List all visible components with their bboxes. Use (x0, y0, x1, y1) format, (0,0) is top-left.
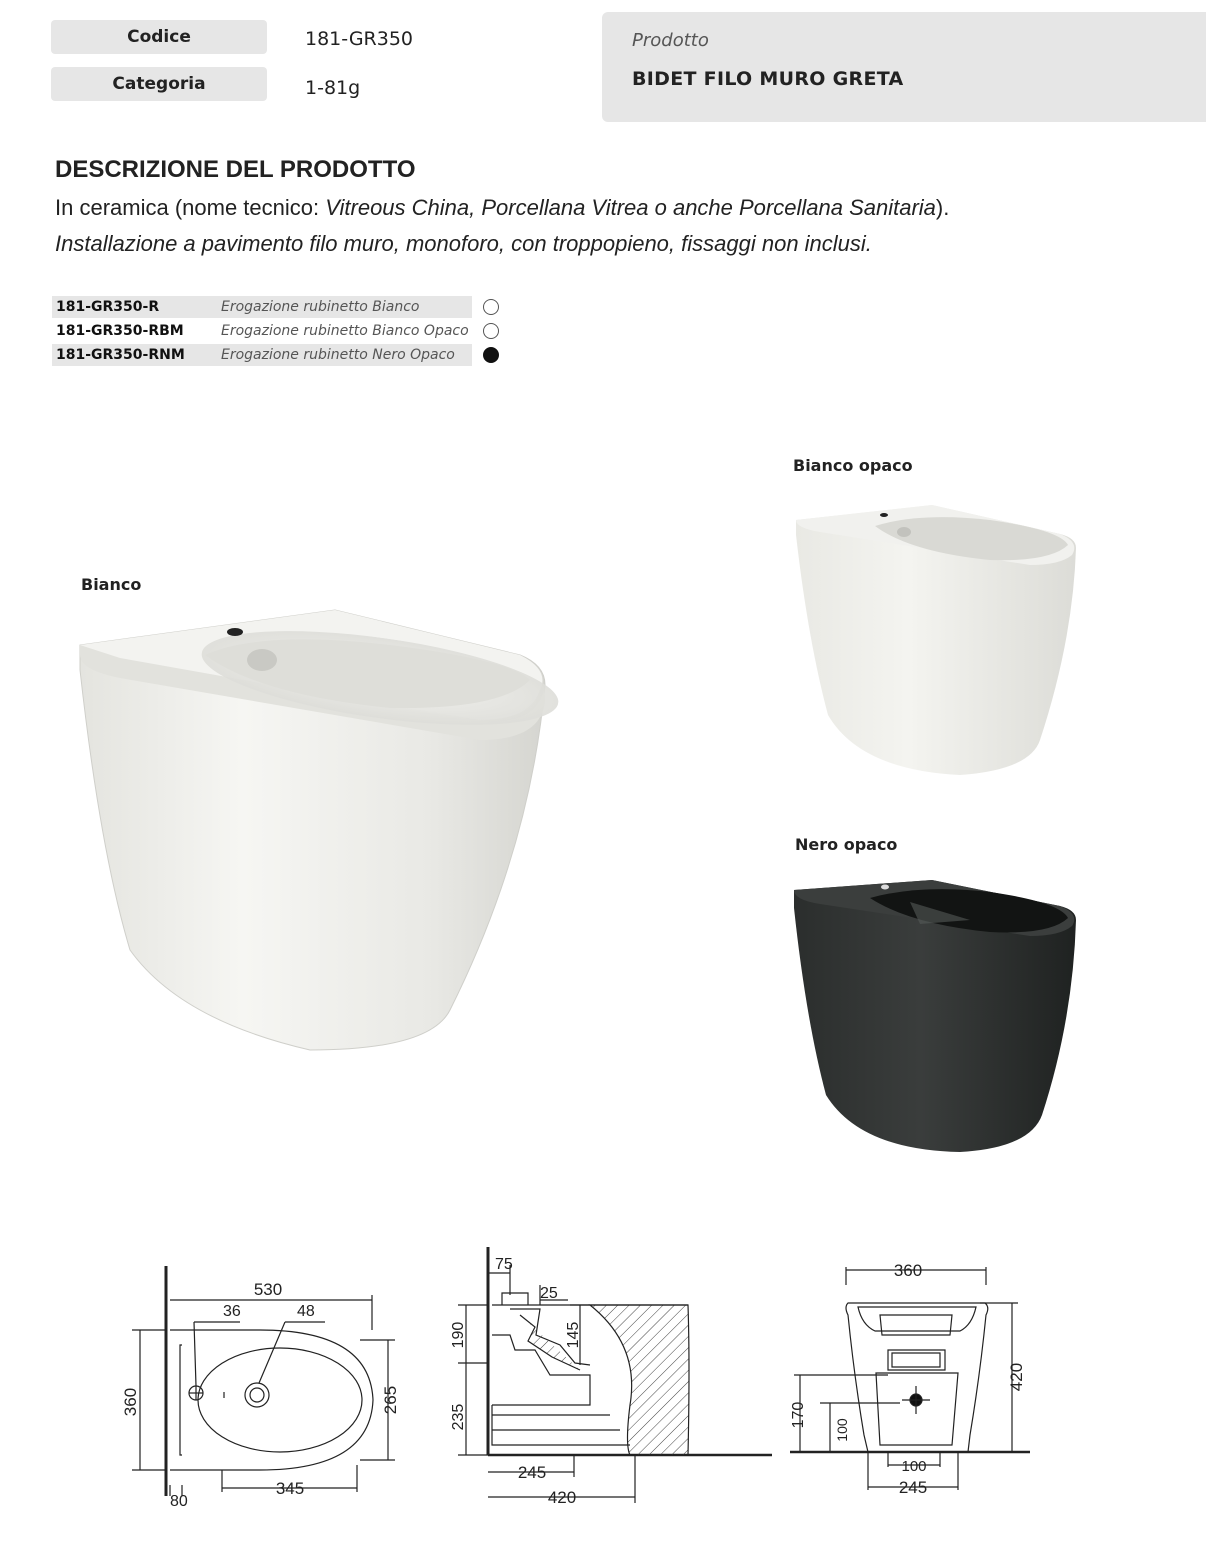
dim-420: 420 (1007, 1362, 1026, 1392)
variant-code: 181-GR350-RNM (56, 347, 185, 363)
dim-145: 145 (565, 1321, 582, 1349)
description-line-2: Installazione a pavimento filo muro, monoforo, con troppopieno, fissaggi non inclusi. (55, 231, 872, 256)
codice-label: Codice (51, 20, 267, 54)
label-nero-opaco: Nero opaco (795, 835, 898, 854)
product-name: BIDET FILO MURO GRETA (632, 68, 904, 90)
dim-100-vertical: 100 (834, 1418, 850, 1442)
drawing-top-view (120, 1260, 420, 1510)
variant-row (52, 320, 472, 342)
product-label: Prodotto (632, 30, 709, 51)
color-swatch-black-matte (483, 347, 499, 363)
dim-345: 345 (275, 1479, 305, 1498)
dim-265: 265 (381, 1385, 400, 1415)
dim-170: 170 (790, 1401, 807, 1429)
variant-description: Erogazione rubinetto Bianco (221, 299, 420, 315)
drawing-side-view (440, 1245, 780, 1515)
categoria-value: 1-81g (305, 77, 361, 99)
dim-100-horizontal: 100 (901, 1458, 927, 1475)
dim-25: 25 (540, 1285, 558, 1302)
variant-row (52, 296, 472, 318)
dim-190: 190 (450, 1321, 467, 1349)
dim-36: 36 (223, 1303, 241, 1320)
drawing-front-view (780, 1255, 1040, 1510)
dim-245: 245 (517, 1463, 547, 1482)
dim-80: 80 (170, 1493, 188, 1510)
dim-48: 48 (297, 1303, 315, 1320)
variant-row (52, 344, 472, 366)
label-bianco-opaco: Bianco opaco (793, 456, 913, 475)
bidet-black-matte-image (790, 880, 1080, 1160)
variant-code: 181-GR350-R (56, 299, 160, 315)
dim-360: 360 (121, 1387, 140, 1417)
dim-235: 235 (450, 1403, 467, 1431)
bidet-white-matte-image (790, 500, 1080, 780)
dim-420: 420 (547, 1488, 577, 1507)
dim-245: 245 (898, 1478, 928, 1497)
variant-description: Erogazione rubinetto Bianco Opaco (221, 323, 469, 339)
codice-value: 181-GR350 (305, 28, 414, 50)
variant-code: 181-GR350-RBM (56, 323, 184, 339)
dim-530: 530 (253, 1280, 283, 1299)
color-swatch-white-matte (483, 323, 499, 339)
color-swatch-white (483, 299, 499, 315)
description-title: DESCRIZIONE DEL PRODOTTO (55, 156, 416, 183)
dim-360: 360 (893, 1261, 923, 1280)
bidet-white-image (60, 600, 560, 1080)
dim-75: 75 (495, 1256, 513, 1273)
product-panel (602, 12, 1206, 122)
categoria-label: Categoria (51, 67, 267, 101)
label-bianco: Bianco (81, 575, 142, 594)
variant-description: Erogazione rubinetto Nero Opaco (221, 347, 455, 363)
description-line-1: In ceramica (nome tecnico: Vitreous China, Porcellana Vitrea o anche Porcellana Sanitaria). (55, 195, 950, 220)
